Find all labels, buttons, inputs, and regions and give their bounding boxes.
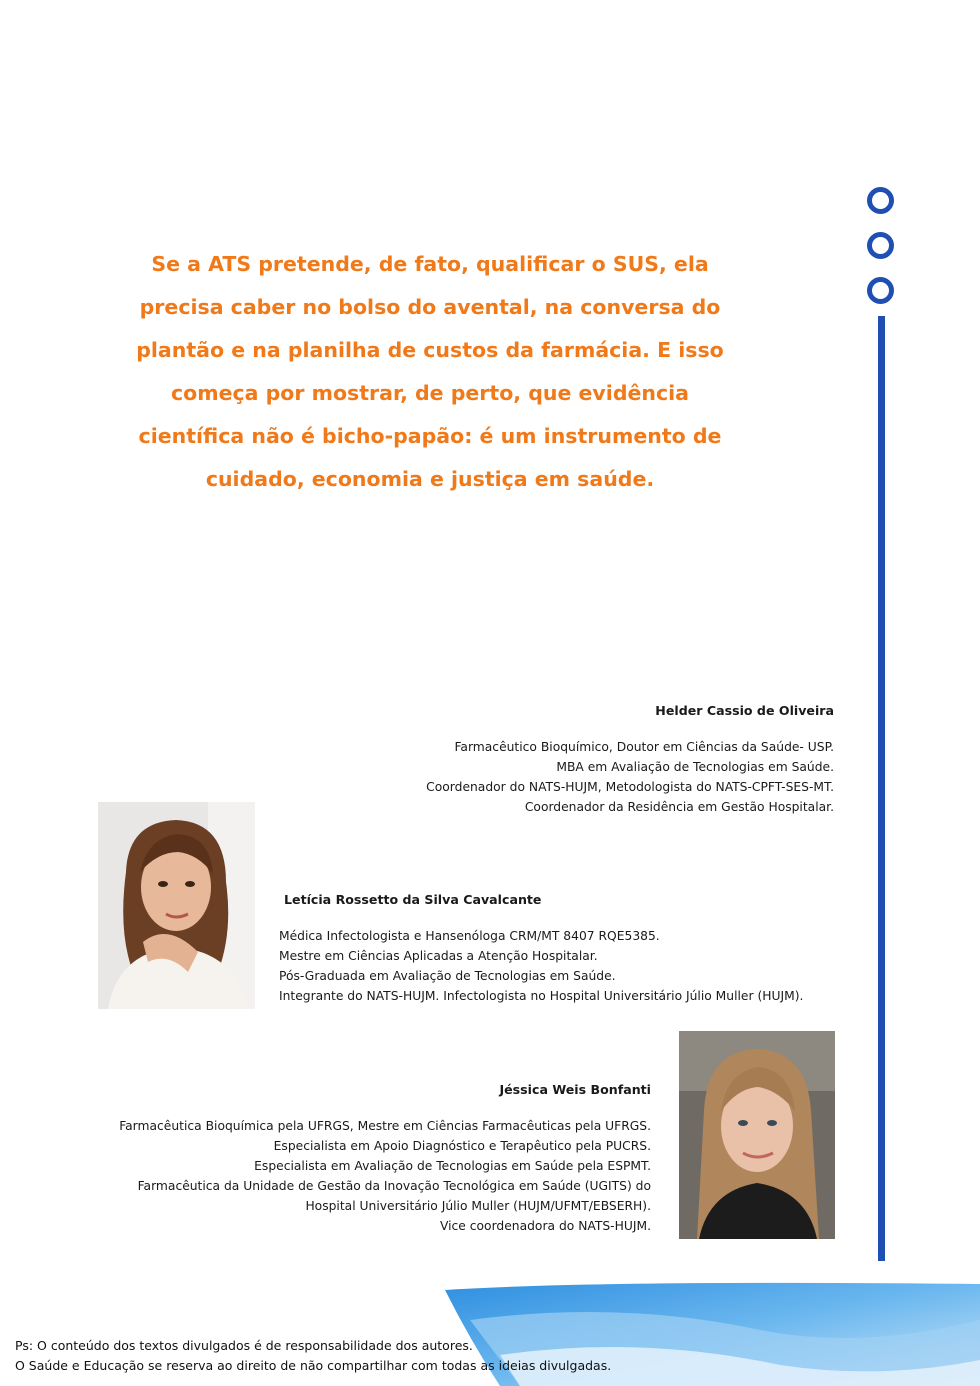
author-bio-line: Pós-Graduada em Avaliação de Tecnologias em Saúde.: [279, 969, 616, 983]
footer-line-1: Ps: O conteúdo dos textos divulgados é de responsabilidade dos autores.: [15, 1338, 473, 1353]
author-bio-line: Coordenador do NATS-HUJM, Metodologista do NATS-CPFT-SES-MT.: [426, 780, 834, 794]
author-leticia: [279, 890, 803, 1006]
author-helder: [426, 701, 834, 817]
author-bio-line: Farmacêutico Bioquímico, Doutor em Ciências da Saúde- USP.: [454, 740, 834, 754]
author-bio-line: Mestre em Ciências Aplicadas a Atenção Hospitalar.: [279, 949, 598, 963]
author-bio-line: MBA em Avaliação de Tecnologias em Saúde.: [556, 760, 834, 774]
author-name: Letícia Rossetto da Silva Cavalcante: [284, 892, 542, 907]
decorative-ring-1: [867, 187, 894, 214]
author-name: Helder Cassio de Oliveira: [655, 703, 834, 718]
author-bio-line: Especialista em Apoio Diagnóstico e Terapêutico pela PUCRS.: [273, 1139, 651, 1153]
author-photo-leticia: [98, 802, 255, 1009]
author-name: Jéssica Weis Bonfanti: [499, 1082, 651, 1097]
author-bio-line: Farmacêutica Bioquímica pela UFRGS, Mestre em Ciências Farmacêuticas pela UFRGS.: [119, 1119, 651, 1133]
author-bio-line: Farmacêutica da Unidade de Gestão da Inovação Tecnológica em Saúde (UGITS) do: [137, 1179, 651, 1193]
decorative-vertical-line: [878, 316, 885, 1261]
footer-disclaimer: [15, 1336, 611, 1376]
author-bio-line: Hospital Universitário Júlio Muller (HUJM/UFMT/EBSERH).: [305, 1199, 651, 1213]
author-bio-line: Vice coordenadora do NATS-HUJM.: [439, 1219, 651, 1233]
pull-quote: Se a ATS pretende, de fato, qualificar o SUS, ela precisa caber no bolso do avental, na conversa do plantão e na planilha de custos da farmácia. E isso começa por mostrar, de perto, que evidência científica não é bicho-papão: é um instrumento de cuidado, economia e justiça em saúde.: [136, 252, 724, 491]
author-bio-line: Especialista em Avaliação de Tecnologias em Saúde pela ESPMT.: [254, 1159, 651, 1173]
footer-line-2: O Saúde e Educação se reserva ao direito de não compartilhar com todas as ideias divulgadas.: [15, 1358, 612, 1373]
portrait-illustration: [98, 802, 255, 1009]
author-bio-line: Integrante do NATS-HUJM. Infectologista no Hospital Universitário Júlio Muller (HUJM).: [279, 989, 804, 1003]
decorative-ring-2: [867, 232, 894, 259]
author-bio-line: Médica Infectologista e Hansenóloga CRM/MT 8407 RQE5385.: [279, 929, 660, 943]
portrait-illustration: [679, 1031, 835, 1239]
author-jessica: [119, 1080, 651, 1236]
author-photo-jessica: [679, 1031, 835, 1239]
author-bio-line: Coordenador da Residência em Gestão Hospitalar.: [524, 800, 834, 814]
decorative-ring-3: [867, 277, 894, 304]
